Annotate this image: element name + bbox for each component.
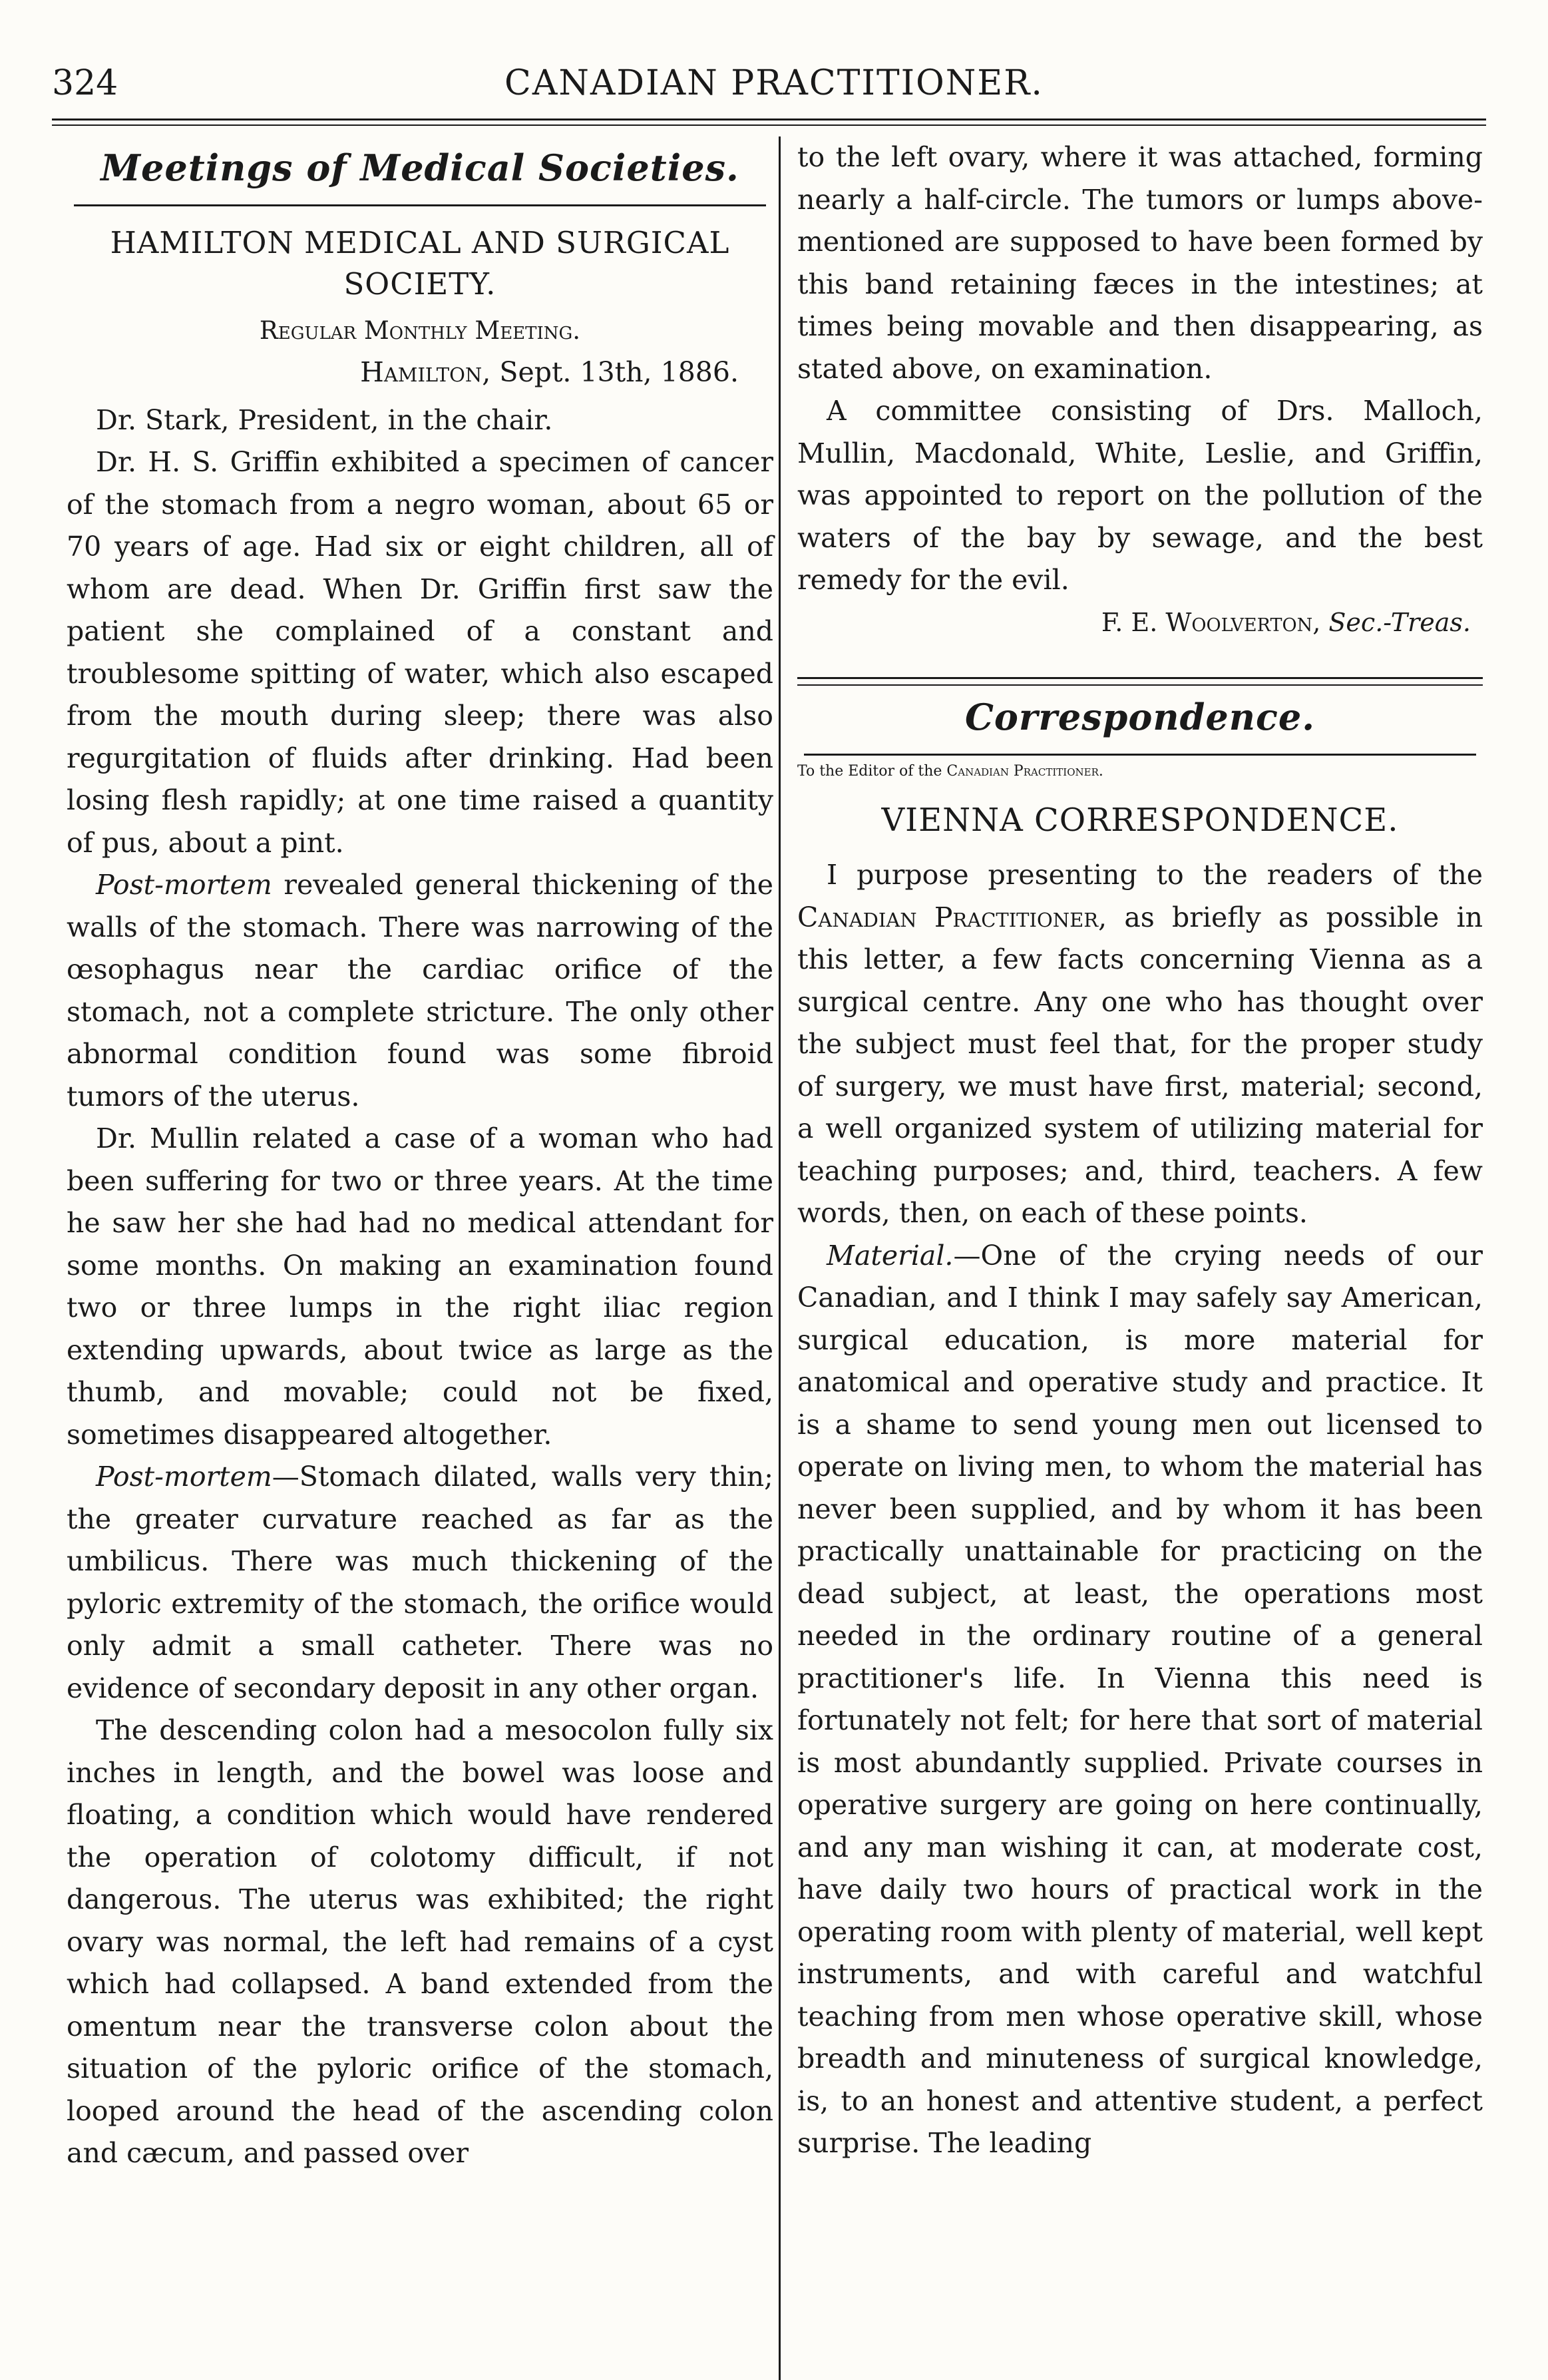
editor-journal: Canadian Practitioner. <box>946 763 1103 780</box>
paragraph: to the left ovary, where it was attached, forming nearly a half-circle. The tumors or lumps above-mentioned are supposed to have been formed by this band retaining fæces in the intestines; at times being movable and then disappearing, as stated above, on examination. <box>797 141 1483 385</box>
section-title-correspondence: Correspondence. <box>964 696 1316 738</box>
header-rule-top <box>52 119 1486 120</box>
paragraph-text: —Stomach dilated, walls very thin; the greater curvature reached as far as the umbilicus. There was much thickening of the pyloric extremity of the stomach, the orifice would only admit a small catheter. There was no evidence of secondary deposit in any other organ. <box>67 1461 773 1704</box>
signature <box>797 602 1483 644</box>
paragraph <box>797 1235 1483 2165</box>
paragraph <box>67 1456 773 1710</box>
dateline <box>67 352 773 394</box>
journal-name-inline: Canadian Practitioner, <box>797 901 1107 933</box>
left-column <box>67 136 773 2175</box>
section-double-rule-bottom <box>797 684 1483 686</box>
dateline-date: Sept. 13th, 1886. <box>490 356 739 388</box>
paragraph: Dr. Stark, President, in the chair. <box>96 403 553 436</box>
postmortem-label: Post-mortem <box>96 1461 272 1493</box>
section-rule <box>804 754 1476 756</box>
dateline-place: Hamilton, <box>360 356 491 388</box>
society-name: HAMILTON MEDICAL AND SURGICAL SOCIETY. <box>110 225 730 302</box>
paragraph: Dr. Mullin related a case of a woman who had been suffering for two or three years. At the time he saw her she had had no medical attendant for some months. On making an examination found two or three lumps in the right iliac region extending upwards, about twice as large as the thumb, and movable; could not be fixed, sometimes disappeared altogether. <box>67 1122 773 1451</box>
paragraph-text: —One of the crying needs of our Canadian, and I think I may safely say American, surgical education, is more material for anatomical and operative study and practice. It is a shame to send young men out licensed to operate on living men, to whom the material has never been supplied, and by whom it has been practically unattainable for practicing on the dead subject, at least, the operations most needed in the ordinary routine of a general practitioner's life. In Vienna this need is fortunately not felt; for here that sort of material is most abundantly supplied. Private courses in operative surgery are going on here continually, and any man wishing it can, at moderate cost, have daily two hours of practical work in the operating room with plenty of material, well kept instruments, and with careful and watchful teaching from men whose operative skill, whose breadth and minuteness of surgical knowledge, is, to an honest and attentive student, a perfect surprise. The leading <box>797 1239 1483 2159</box>
paragraph <box>67 864 773 1118</box>
paragraph: The descending colon had a mesocolon fully six inches in length, and the bowel was loose and floating, a condition which would have rendered the operation of colotomy difficult, if not dangerous. The uterus was exhibited; the right ovary was normal, the left had remains of a cyst which had collapsed. A band extended from the omentum near the transverse colon about the situation of the pyloric orifice of the stomach, looped around the head of the ascending colon and cæcum, and passed over <box>67 1714 773 2169</box>
paragraph-text: I purpose presenting to the readers of the <box>827 859 1483 891</box>
section-title-meetings: Meetings of Medical Societies. <box>100 146 739 189</box>
material-label: Material. <box>827 1239 954 1272</box>
meeting-type: Regular Monthly Meeting. <box>259 316 581 345</box>
header-rule-bottom <box>52 124 1486 126</box>
signature-name: F. E. Woolverton, <box>1101 607 1321 637</box>
section-double-rule-top <box>797 677 1483 679</box>
postmortem-label: Post-mortem <box>96 869 272 901</box>
section-rule <box>74 204 766 206</box>
signature-role: Sec.-Treas. <box>1320 607 1471 637</box>
right-column <box>797 136 1483 2165</box>
paragraph-text: revealed general thickening of the walls of the stomach. There was narrowing of the œsophagus near the cardiac orifice of the stomach, not a complete stricture. The only other abnormal condition found was some fibroid tumors of the uterus. <box>67 869 773 1112</box>
editor-prefix: To the Editor of the <box>797 763 947 780</box>
paragraph <box>797 854 1483 1235</box>
paragraph: A committee consisting of Drs. Malloch, Mullin, Macdonald, White, Leslie, and Griffin, was appointed to report on the pollution of the waters of the bay by sewage, and the best remedy for the evil. <box>797 395 1483 596</box>
column-divider <box>779 136 781 2380</box>
article-title: VIENNA CORRESPONDENCE. <box>881 802 1399 839</box>
paragraph-text: as briefly as possible in this letter, a few facts concerning Vienna as a surgical centre. Any one who has thought over the subject must feel that, for the proper study of surgery, we must have first, material; second, a well organized system of utilizing material for teaching purposes; and, third, teachers. A few words, then, on each of these points. <box>797 901 1483 1229</box>
editor-address <box>797 758 1483 785</box>
paragraph: Dr. H. S. Griffin exhibited a specimen of cancer of the stomach from a negro woman, about 65 or 70 years of age. Had six or eight children, all of whom are dead. When Dr. Griffin first saw the patient she complained of a constant and troublesome spitting of water, which also escaped from the mouth during sleep; there was also regurgitation of fluids after drinking. Had been losing flesh rapidly; at one time raised a quantity of pus, about a pint. <box>67 446 773 859</box>
running-head: CANADIAN PRACTITIONER. <box>504 63 1044 103</box>
page-number: 324 <box>52 63 118 103</box>
